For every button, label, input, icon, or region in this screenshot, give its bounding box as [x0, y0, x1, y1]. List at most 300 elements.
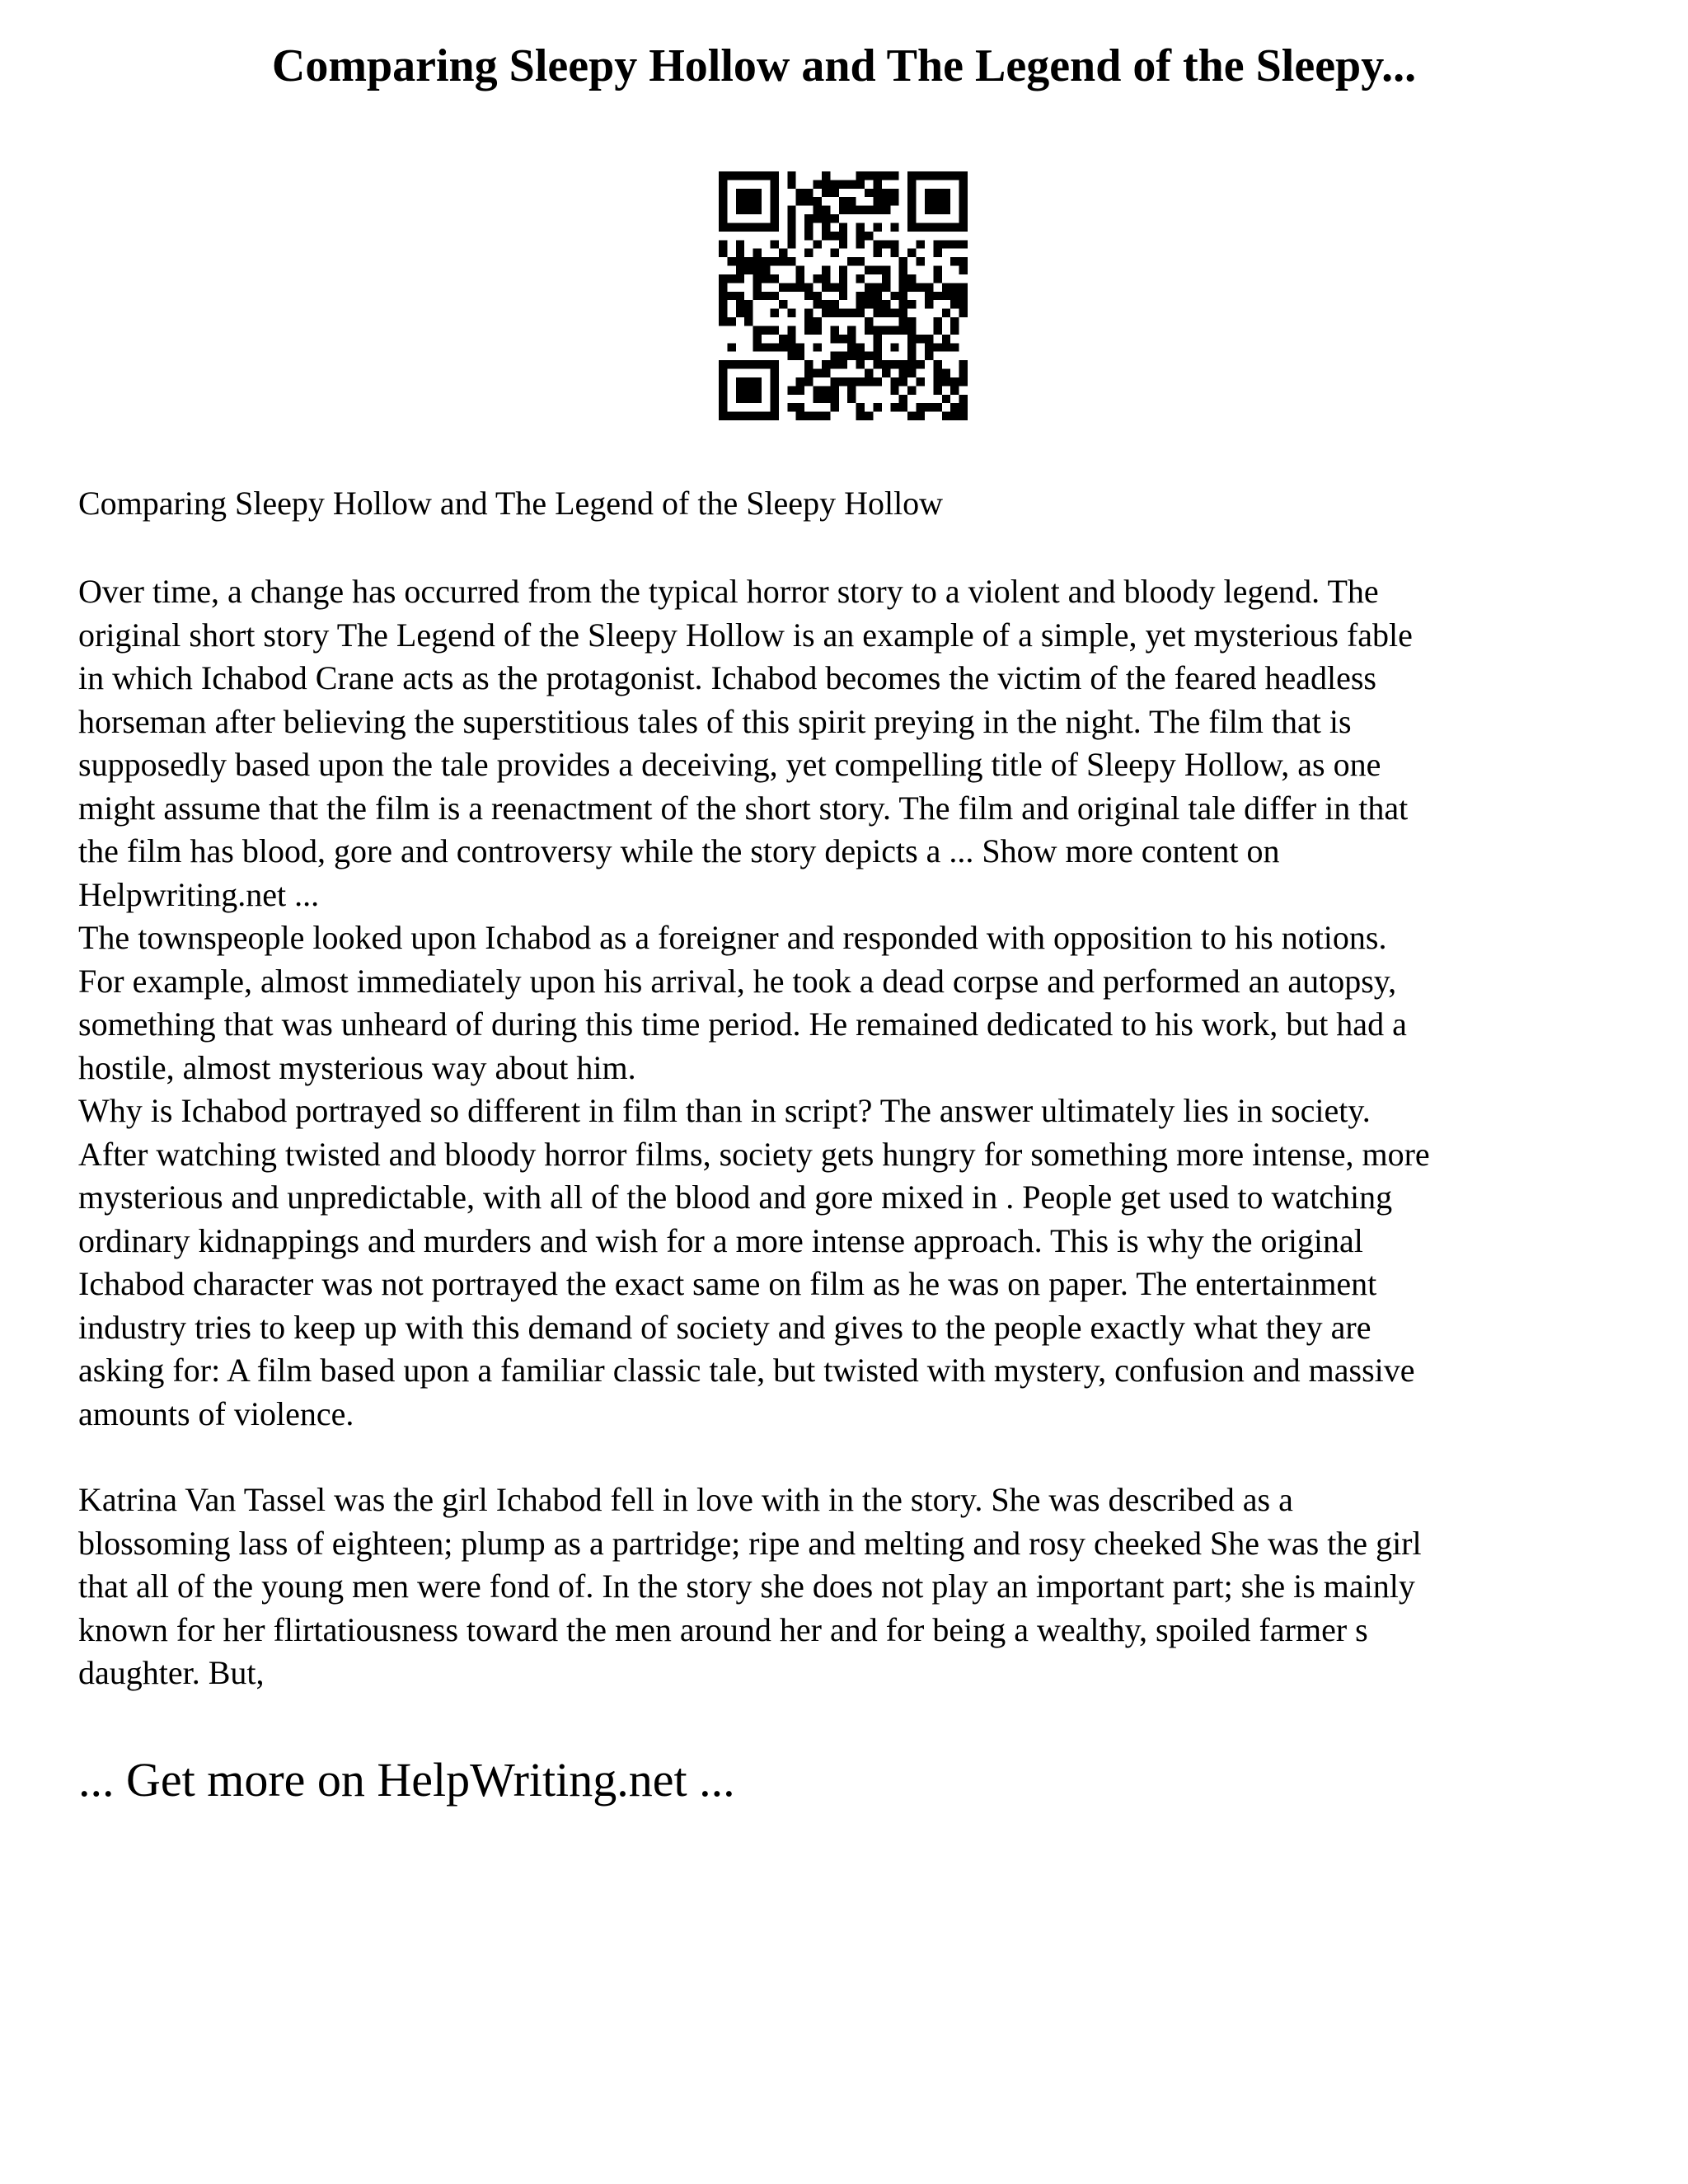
qr-module: [839, 180, 847, 188]
qr-module: [727, 412, 735, 420]
qr-module: [907, 335, 916, 343]
qr-module: [933, 206, 941, 214]
qr-module: [959, 214, 968, 223]
qr-module: [856, 206, 865, 214]
qr-module: [762, 171, 770, 180]
qr-module: [917, 223, 925, 231]
qr-module: [865, 317, 873, 326]
qr-module: [959, 395, 968, 403]
qr-module: [719, 197, 727, 205]
qr-module: [719, 309, 727, 317]
qr-module: [950, 300, 959, 308]
qr-module: [847, 257, 856, 265]
qr-module: [847, 343, 856, 351]
qr-module: [890, 403, 898, 411]
qr-module: [882, 283, 890, 291]
qr-module: [917, 403, 925, 411]
qr-module: [933, 197, 941, 205]
qr-module: [814, 395, 822, 403]
qr-module: [942, 309, 950, 317]
qr-module: [907, 352, 916, 360]
body-paragraph: Katrina Van Tassel was the girl Ichabod fell in love with in the story. She was described as a blossoming lass of eighteen; plump as a partridge; ripe and melting and rosy cheeked She was the girl that all of the young men were fond of. In the story she does not play an important part; she is mainly known for her flirtatiousness toward the men around her and for being a wealthy, spoiled farmer s daughter. But,: [78, 1481, 1422, 1691]
qr-module: [719, 189, 727, 197]
qr-module: [727, 317, 735, 326]
qr-module: [933, 292, 941, 300]
qr-module: [873, 377, 881, 386]
qr-module: [727, 292, 735, 300]
qr-module: [856, 240, 865, 248]
qr-module: [933, 223, 941, 231]
qr-module: [882, 360, 890, 368]
qr-module: [847, 352, 856, 360]
qr-module: [787, 335, 795, 343]
qr-module: [950, 283, 959, 291]
qr-module: [899, 300, 907, 308]
qr-module: [865, 232, 873, 240]
qr-module: [814, 180, 822, 188]
qr-module: [839, 206, 847, 214]
qr-module: [796, 283, 804, 291]
qr-module: [753, 274, 762, 283]
qr-module: [770, 309, 778, 317]
qr-module: [830, 377, 838, 386]
qr-module: [736, 300, 744, 308]
qr-module: [787, 309, 795, 317]
qr-module: [744, 300, 753, 308]
qr-module: [865, 377, 873, 386]
qr-module: [907, 171, 916, 180]
document-subtitle: Comparing Sleepy Hollow and The Legend of the Sleepy Hollow: [78, 485, 944, 522]
qr-module: [856, 180, 865, 188]
qr-module: [753, 412, 762, 420]
qr-module: [907, 206, 916, 214]
qr-module: [779, 249, 787, 257]
qr-module: [727, 223, 735, 231]
qr-module: [796, 403, 804, 411]
qr-module: [907, 317, 916, 326]
qr-module: [925, 206, 933, 214]
qr-module: [933, 386, 941, 394]
qr-module: [753, 283, 762, 291]
qr-module: [907, 386, 916, 394]
qr-module: [933, 249, 941, 257]
qr-module: [873, 180, 881, 188]
qr-module: [719, 369, 727, 377]
qr-module: [865, 300, 873, 308]
qr-module: [839, 360, 847, 368]
qr-module: [744, 171, 753, 180]
qr-module: [873, 352, 881, 360]
qr-module: [839, 266, 847, 274]
qr-module: [822, 180, 830, 188]
qr-module: [839, 223, 847, 231]
qr-module: [856, 403, 865, 411]
qr-module: [796, 377, 804, 386]
qr-module: [762, 274, 770, 283]
qr-module: [873, 283, 881, 291]
qr-module: [959, 171, 968, 180]
qr-module: [787, 214, 795, 223]
qr-module: [933, 369, 941, 377]
qr-module: [804, 214, 813, 223]
qr-module: [882, 197, 890, 205]
qr-module: [787, 223, 795, 231]
qr-module: [814, 386, 822, 394]
qr-module: [744, 223, 753, 231]
qr-module: [873, 403, 881, 411]
qr-module: [822, 386, 830, 394]
qr-module: [744, 257, 753, 265]
qr-module: [865, 266, 873, 274]
qr-module: [856, 377, 865, 386]
qr-module: [873, 266, 881, 274]
qr-module: [865, 326, 873, 334]
qr-module: [917, 283, 925, 291]
qr-module: [753, 266, 762, 274]
qr-module: [856, 257, 865, 265]
qr-module: [736, 309, 744, 317]
qr-module: [856, 412, 865, 420]
qr-module: [762, 360, 770, 368]
qr-module: [950, 326, 959, 334]
qr-module: [779, 343, 787, 351]
qr-module: [899, 283, 907, 291]
qr-module: [814, 369, 822, 377]
qr-module: [736, 274, 744, 283]
qr-module: [744, 206, 753, 214]
qr-module: [907, 189, 916, 197]
qr-module: [847, 180, 856, 188]
page-title: Comparing Sleepy Hollow and The Legend of the Sleepy...: [271, 40, 1417, 91]
qr-module: [736, 360, 744, 368]
qr-module: [753, 223, 762, 231]
qr-module: [753, 360, 762, 368]
qr-module: [917, 240, 925, 248]
qr-module: [804, 377, 813, 386]
qr-module: [719, 386, 727, 394]
qr-module: [856, 300, 865, 308]
qr-module: [907, 274, 916, 283]
qr-module: [907, 283, 916, 291]
qr-module: [847, 386, 856, 394]
qr-module: [762, 326, 770, 334]
qr-module: [796, 352, 804, 360]
qr-module: [925, 335, 933, 343]
qr-module: [762, 343, 770, 351]
qr-module: [950, 386, 959, 394]
qr-module: [873, 326, 881, 334]
qr-module: [822, 395, 830, 403]
qr-module: [925, 189, 933, 197]
qr-module: [865, 206, 873, 214]
document-body: [78, 570, 1628, 1695]
qr-module: [770, 395, 778, 403]
qr-module: [770, 257, 778, 265]
qr-module: [719, 206, 727, 214]
qr-module: [907, 369, 916, 377]
qr-module: [942, 343, 950, 351]
qr-module: [822, 412, 830, 420]
qr-module: [822, 214, 830, 223]
qr-module: [933, 360, 941, 368]
qr-module: [719, 249, 727, 257]
qr-module: [804, 223, 813, 231]
qr-module: [933, 266, 941, 274]
qr-module: [959, 292, 968, 300]
qr-module: [839, 309, 847, 317]
qr-module: [917, 171, 925, 180]
qr-module: [925, 352, 933, 360]
qr-module: [736, 206, 744, 214]
qr-module: [899, 274, 907, 283]
qr-module: [770, 386, 778, 394]
qr-module: [727, 171, 735, 180]
qr-module: [839, 232, 847, 240]
qr-module: [770, 197, 778, 205]
qr-module: [736, 292, 744, 300]
qr-module: [787, 343, 795, 351]
qr-module: [804, 317, 813, 326]
qr-module: [925, 403, 933, 411]
qr-module: [770, 180, 778, 188]
qr-module: [856, 232, 865, 240]
qr-module: [950, 317, 959, 326]
qr-module: [744, 189, 753, 197]
qr-module: [959, 283, 968, 291]
body-paragraph: The townspeople looked upon Ichabod as a foreigner and responded with opposition to his notions. For example, almost immediately upon his arrival, he took a dead corpse and performed an autopsy, something that was unheard of during this time period. He remained dedicated to his work, but had a hostile, almost mysterious way about him.: [78, 919, 1407, 1086]
qr-module: [736, 197, 744, 205]
qr-module: [770, 171, 778, 180]
qr-module: [917, 257, 925, 265]
qr-module: [770, 403, 778, 411]
qr-module: [753, 326, 762, 334]
qr-module: [865, 412, 873, 420]
qr-module: [899, 395, 907, 403]
qr-module: [899, 266, 907, 274]
qr-module: [950, 292, 959, 300]
qr-module: [736, 395, 744, 403]
qr-module: [719, 274, 727, 283]
qr-module: [959, 197, 968, 205]
qr-module: [839, 283, 847, 291]
qr-module: [899, 309, 907, 317]
qr-module: [736, 266, 744, 274]
qr-module: [770, 292, 778, 300]
qr-module: [719, 412, 727, 420]
qr-module: [865, 283, 873, 291]
qr-module: [907, 180, 916, 188]
qr-module: [890, 343, 898, 351]
qr-module: [770, 369, 778, 377]
qr-module: [882, 309, 890, 317]
qr-module: [856, 171, 865, 180]
qr-module: [779, 257, 787, 265]
qr-module: [804, 292, 813, 300]
qr-module: [770, 223, 778, 231]
qr-module: [907, 360, 916, 368]
qr-module: [899, 317, 907, 326]
qr-module: [744, 360, 753, 368]
qr-module: [830, 386, 838, 394]
qr-module: [753, 249, 762, 257]
qr-module: [830, 214, 838, 223]
qr-module: [899, 369, 907, 377]
qr-module: [856, 343, 865, 351]
qr-module: [925, 171, 933, 180]
qr-module: [787, 257, 795, 265]
qr-module: [762, 223, 770, 231]
qr-module: [814, 317, 822, 326]
qr-module: [744, 317, 753, 326]
qr-module: [907, 343, 916, 351]
qr-module: [890, 189, 898, 197]
qr-module: [744, 309, 753, 317]
qr-module: [822, 369, 830, 377]
qr-module: [942, 206, 950, 214]
qr-module: [907, 412, 916, 420]
qr-module: [942, 223, 950, 231]
qr-module: [847, 197, 856, 205]
qr-module: [890, 360, 898, 368]
qr-module: [890, 386, 898, 394]
qr-module: [770, 240, 778, 248]
qr-module: [779, 300, 787, 308]
paragraph-spacer: [78, 1436, 1628, 1479]
qr-module: [890, 326, 898, 334]
qr-module: [942, 369, 950, 377]
qr-module: [865, 369, 873, 377]
qr-module: [787, 171, 795, 180]
qr-module: [727, 274, 735, 283]
qr-module: [744, 386, 753, 394]
qr-module: [907, 223, 916, 231]
qr-module: [899, 403, 907, 411]
qr-module: [873, 171, 881, 180]
qr-module: [719, 240, 727, 248]
qr-module: [959, 180, 968, 188]
qr-module: [899, 326, 907, 334]
qr-module: [787, 326, 795, 334]
qr-module: [804, 232, 813, 240]
qr-module: [933, 343, 941, 351]
qr-module: [959, 223, 968, 231]
qr-module: [933, 377, 941, 386]
qr-module: [814, 214, 822, 223]
qr-module: [822, 309, 830, 317]
qr-module: [873, 300, 881, 308]
qr-module: [865, 189, 873, 197]
qr-module: [736, 189, 744, 197]
qr-module: [890, 223, 898, 231]
qr-module: [822, 171, 830, 180]
qr-module: [736, 257, 744, 265]
qr-module: [830, 283, 838, 291]
qr-module: [933, 403, 941, 411]
qr-module: [890, 240, 898, 248]
qr-module: [822, 206, 830, 214]
qr-module: [865, 292, 873, 300]
qr-module: [907, 214, 916, 223]
qr-module: [762, 257, 770, 265]
qr-module: [770, 189, 778, 197]
qr-module: [839, 352, 847, 360]
qr-module: [959, 257, 968, 265]
qr-module: [925, 343, 933, 351]
qr-module: [719, 214, 727, 223]
qr-module: [873, 189, 881, 197]
qr-module: [873, 360, 881, 368]
qr-module: [873, 197, 881, 205]
qr-module: [753, 197, 762, 205]
qr-module: [839, 292, 847, 300]
get-more-link[interactable]: ... Get more on HelpWriting.net ...: [78, 1753, 735, 1807]
qr-module: [907, 197, 916, 205]
qr-module: [804, 283, 813, 291]
body-paragraph: Over time, a change has occurred from the typical horror story to a violent and bloody legend. The original short story The Legend of the Sleepy Hollow is an example of a simple, yet mysterious fable in which Ichabod Crane acts as the protagonist. Ichabod becomes the victim of the feared headless horseman after believing the superstitious tales of this spirit preying in the night. The film that is supposedly based upon the tale provides a deceiving, yet compelling title of Sleepy Hollow, as one might assume that the film is a reenactment of the short story. The film and original tale differ in that the film has blood, gore and controversy while the story depicts a ... Show more content on Helpwriting.net ...: [78, 573, 1413, 913]
qr-module: [882, 274, 890, 283]
qr-module: [890, 309, 898, 317]
body-paragraph: Why is Ichabod portrayed so different in film than in script? The answer ultimately lies in society. After watching twisted and bloody horror films, society gets hungry for something more intense, more mysterious and unpredictable, with all of the blood and gore mixed in . People get used to watching ordinary kidnappings and murders and wish for a more intense approach. This is why the original Ichabod character was not portrayed the exact same on film as he was on paper. The entertainment industry tries to keep up with this demand of society and gives to the people exactly what they are asking for: A film based upon a familiar classic tale, but twisted with mystery, confusion and massive amounts of violence.: [78, 1092, 1430, 1432]
qr-module: [719, 403, 727, 411]
qr-module: [822, 300, 830, 308]
qr-module: [822, 283, 830, 291]
qr-module: [727, 257, 735, 265]
qr-module: [856, 223, 865, 231]
qr-module: [890, 249, 898, 257]
qr-module: [917, 412, 925, 420]
qr-module: [873, 223, 881, 231]
qr-module: [753, 292, 762, 300]
qr-module: [959, 309, 968, 317]
qr-module: [796, 197, 804, 205]
qr-module: [787, 240, 795, 248]
qr-module: [942, 292, 950, 300]
qr-module: [959, 369, 968, 377]
qr-module: [744, 412, 753, 420]
qr-module: [804, 360, 813, 368]
qr-module: [770, 206, 778, 214]
qr-module: [917, 360, 925, 368]
qr-module: [736, 223, 744, 231]
qr-module: [822, 274, 830, 283]
qr-module: [907, 249, 916, 257]
qr-module: [847, 377, 856, 386]
qr-module: [830, 309, 838, 317]
qr-module: [753, 395, 762, 403]
qr-module: [830, 232, 838, 240]
qr-module: [925, 197, 933, 205]
qr-module: [890, 171, 898, 180]
qr-module: [830, 249, 838, 257]
qr-module: [719, 283, 727, 291]
qr-module: [719, 360, 727, 368]
qr-module: [822, 360, 830, 368]
qr-module: [839, 197, 847, 205]
qr-module: [882, 326, 890, 334]
qr-module: [959, 377, 968, 386]
qr-module: [719, 223, 727, 231]
qr-module: [719, 317, 727, 326]
qr-module: [942, 395, 950, 403]
qr-module: [933, 326, 941, 334]
qr-module: [787, 386, 795, 394]
qr-module: [917, 335, 925, 343]
qr-module: [744, 197, 753, 205]
qr-module: [736, 412, 744, 420]
qr-module: [830, 403, 838, 411]
qr-module: [882, 171, 890, 180]
qr-module: [873, 292, 881, 300]
